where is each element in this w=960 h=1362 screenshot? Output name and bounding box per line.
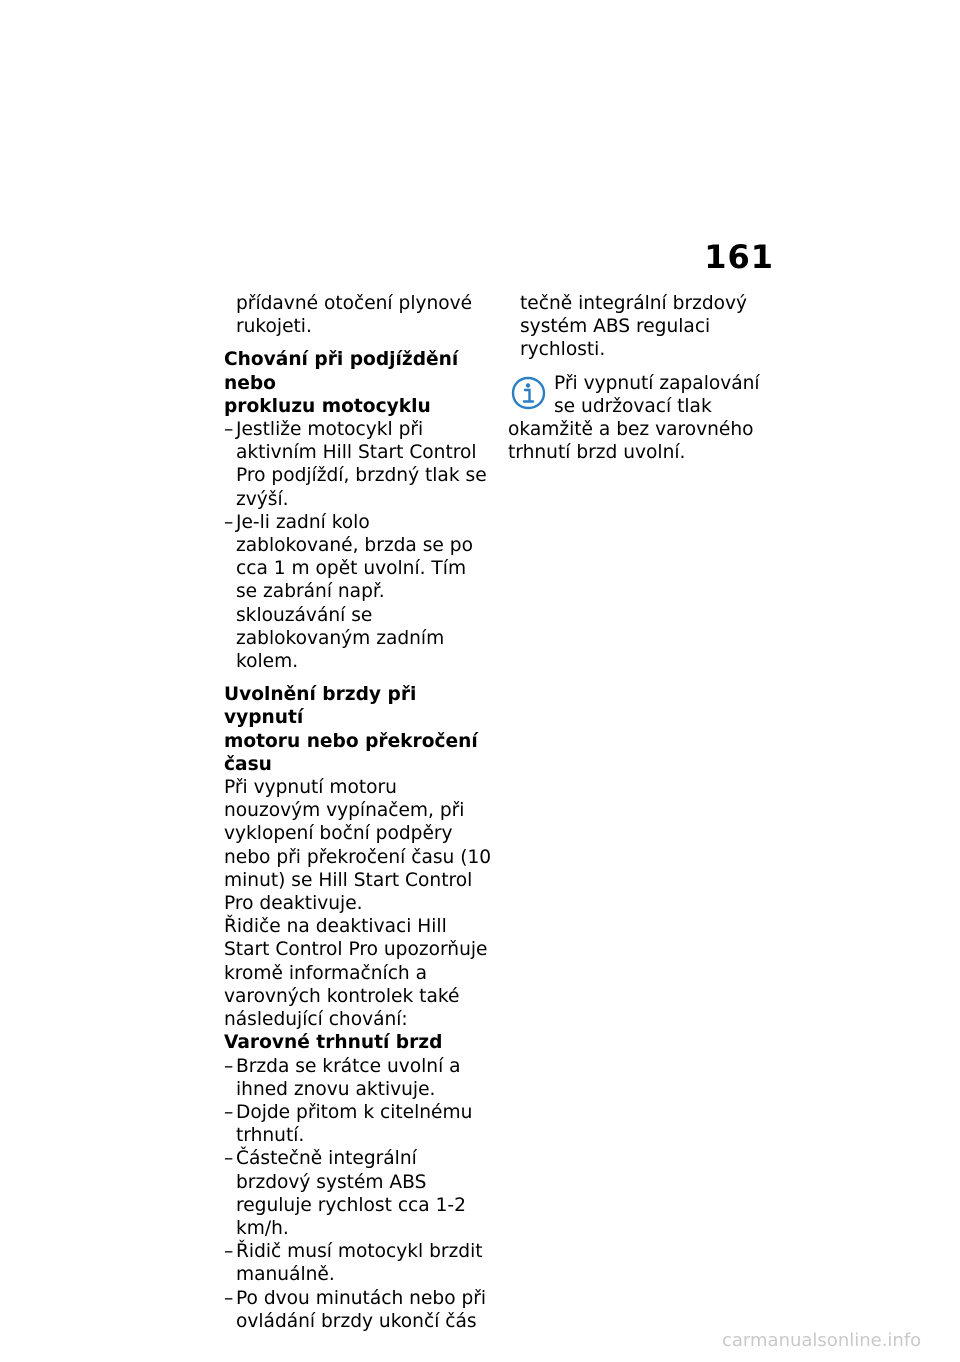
list-item xyxy=(224,1287,492,1333)
bullet-dash: – xyxy=(224,419,234,441)
list-item xyxy=(224,1055,492,1101)
list-item xyxy=(224,1240,492,1286)
page-number: 161 xyxy=(704,238,774,276)
heading-line: prokluzu motocyklu xyxy=(224,395,431,417)
bullet-dash: – xyxy=(224,1241,234,1263)
intro-continuation: přídavné otočení plynové rukojeti. xyxy=(236,293,473,338)
section-heading-slipping xyxy=(224,348,492,418)
section-heading-warning-jerk: Varovné trhnutí brzd xyxy=(224,1032,443,1054)
paragraph-warning: Řidiče na deaktivaci Hill Start Control Pro upozorňuje kromě informačních a varovných kontrolek také následující chování: xyxy=(224,916,488,1031)
bullet-list-slipping xyxy=(224,418,492,673)
heading-line: motoru nebo překročení času xyxy=(224,730,478,775)
right-column xyxy=(508,292,762,464)
paragraph-deactivation: Při vypnutí motoru nouzovým vypínačem, při vyklopení boční podpěry nebo při překročení času (10 minut) se Hill Start Control Pro deaktivuje. xyxy=(224,777,492,915)
list-item xyxy=(224,511,492,673)
list-item-text: Po dvou minutách nebo při ovládání brzdy ukončí čás xyxy=(236,1287,487,1332)
section-heading-brake-release xyxy=(224,683,492,776)
heading-line: Chování při podjíždění nebo xyxy=(224,349,459,394)
list-item xyxy=(224,1147,492,1240)
bullet-dash: – xyxy=(224,1101,234,1123)
info-note-text: Při vypnutí zapalování se udržovací tlak okamžitě a bez varovného trhnutí brzd uvolní. xyxy=(508,372,760,464)
bullet-list-warning-jerk xyxy=(224,1055,492,1333)
footer-watermark: carmanualsonline.info xyxy=(722,1330,922,1351)
list-item-text: Částečně integrální brzdový systém ABS reguluje rychlost cca 1-2 km/h. xyxy=(236,1148,466,1239)
bullet-dash: – xyxy=(224,1055,234,1077)
bullet-continuation: tečně integrální brzdový systém ABS regulaci rychlosti. xyxy=(520,293,748,361)
bullet-dash: – xyxy=(224,511,234,533)
list-item xyxy=(224,418,492,511)
heading-line: Uvolnění brzdy při vypnutí xyxy=(224,684,417,729)
left-column xyxy=(224,292,492,1333)
list-item xyxy=(224,1101,492,1147)
list-item-text: Dojde přitom k citelnému trhnutí. xyxy=(236,1101,473,1147)
bullet-dash: – xyxy=(224,1287,234,1309)
list-item-text: Je-li zadní kolo zablokované, brzda se po cca 1 m opět uvolní. Tím se zabrání např. sklouzávání se zablokovaným zadním kolem. xyxy=(236,511,473,673)
info-note xyxy=(508,372,762,465)
list-item-text: Řidič musí motocykl brzdit manuálně. xyxy=(236,1241,483,1286)
list-item-text: Brzda se krátce uvolní a ihned znovu aktivuje. xyxy=(236,1055,461,1100)
list-item-text: Jestliže motocykl při aktivním Hill Start Control Pro podjíždí, brzdný tlak se zvýší. xyxy=(236,419,487,510)
bullet-dash: – xyxy=(224,1148,234,1170)
info-icon xyxy=(508,374,548,414)
